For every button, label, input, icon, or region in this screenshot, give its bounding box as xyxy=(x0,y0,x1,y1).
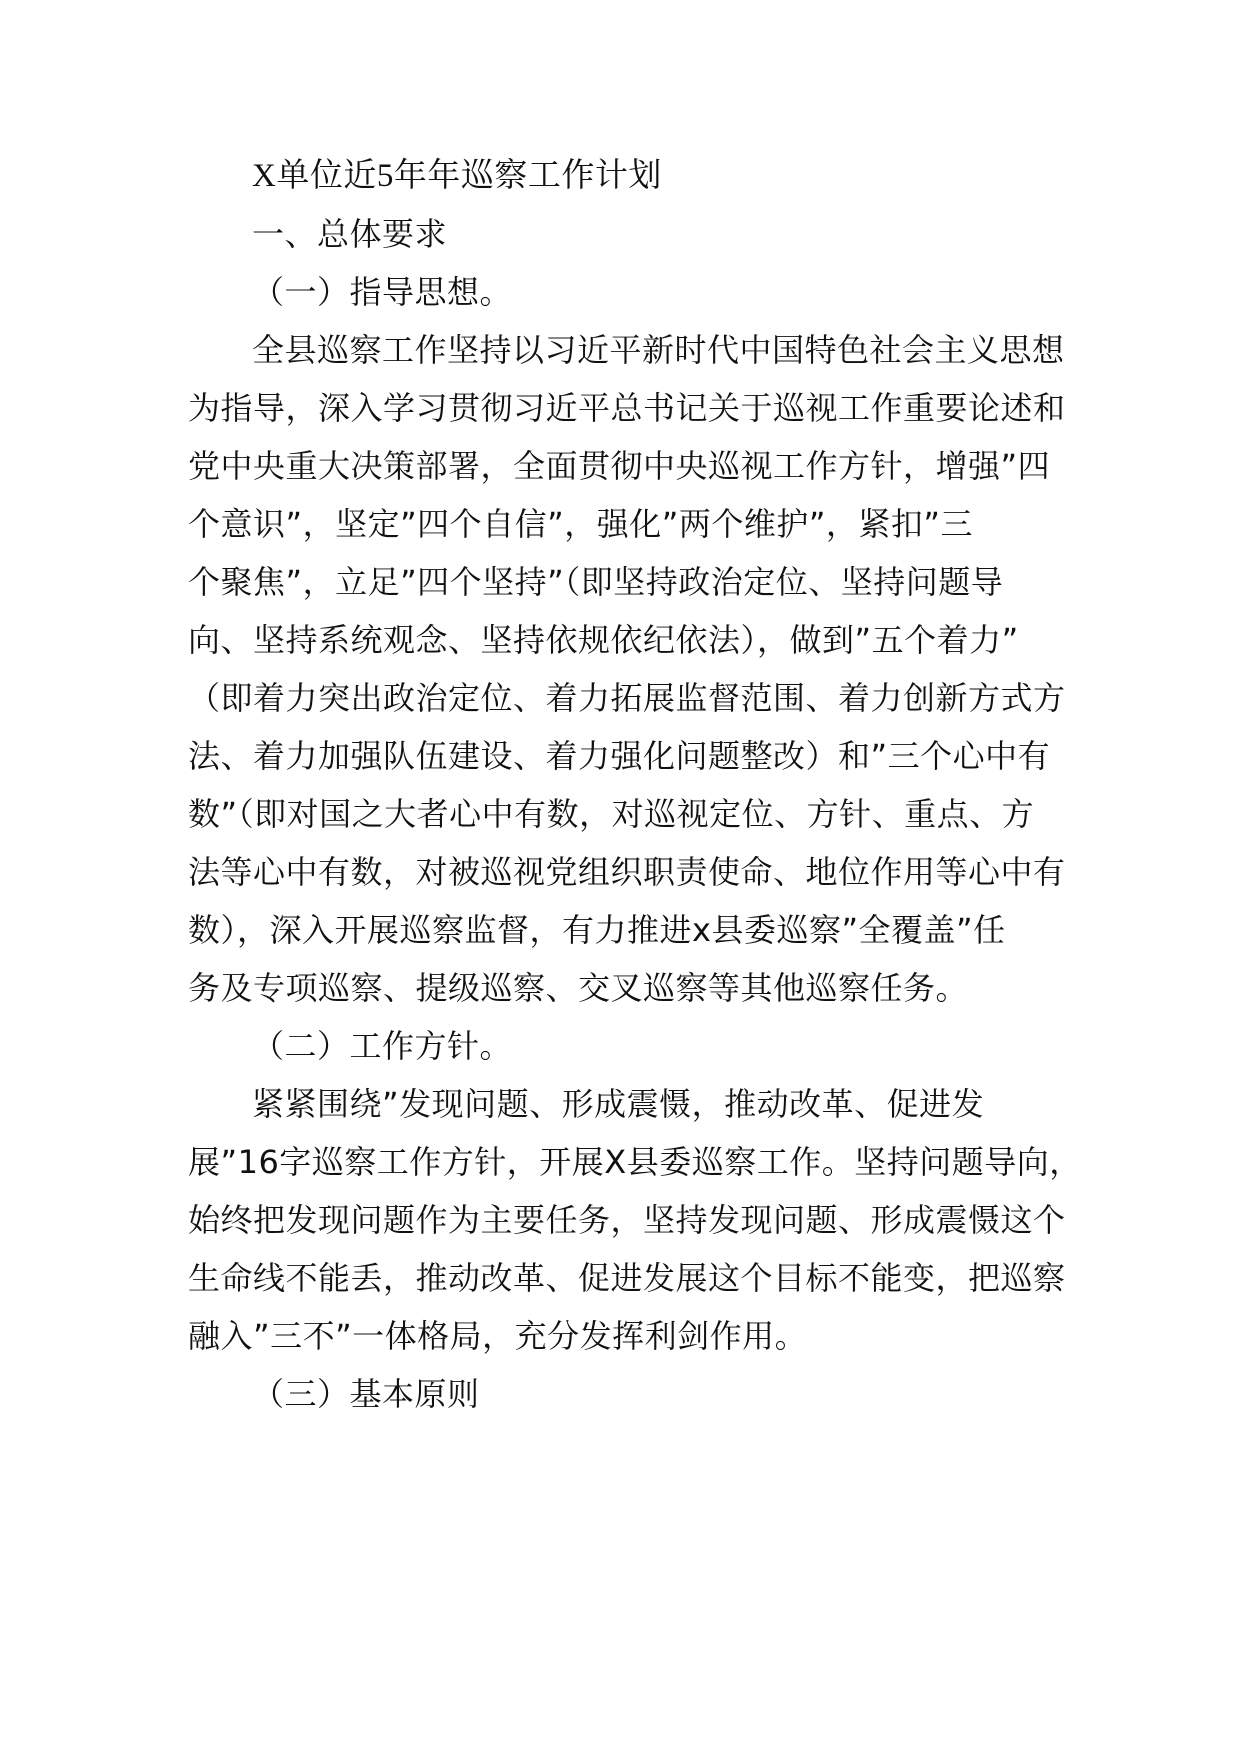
paragraph-line: 法、着力加强队伍建设、着力强化问题整改）和”三个心中有 xyxy=(188,737,1051,775)
paragraph-line: 始终把发现问题作为主要任务，坚持发现问题、形成震慑这个 xyxy=(188,1201,1066,1239)
paragraph-line: 向、坚持系统观念、坚持依规依纪依法），做到”五个着力” xyxy=(188,621,1019,659)
subsection-heading-2: （二）工作方针。 xyxy=(252,1027,513,1065)
section-heading-1: 一、总体要求 xyxy=(252,215,448,253)
document-title: X单位近5年年巡察工作计划 xyxy=(252,158,662,194)
paragraph-line: 数”（即对国之大者心中有数，对巡视定位、方针、重点、方 xyxy=(188,795,1035,833)
paragraph-line: 务及专项巡察、提级巡察、交叉巡察等其他巡察任务。 xyxy=(188,969,969,1007)
paragraph-line: 党中央重大决策部署，全面贯彻中央巡视工作方针，增强”四 xyxy=(188,447,1051,485)
paragraph-line: （即着力突出政治定位、着力拓展监督范围、着力创新方式方 xyxy=(188,679,1066,717)
paragraph-line: 数），深入开展巡察监督，有力推进x县委巡察”全覆盖”任 xyxy=(188,911,1006,949)
subsection-heading-3: （三）基本原则 xyxy=(252,1375,480,1413)
paragraph-line: 为指导，深入学习贯彻习近平总书记关于巡视工作重要论述和 xyxy=(188,389,1066,427)
paragraph-line: 紧紧围绕”发现问题、形成震慑，推动改革、促进发 xyxy=(252,1085,985,1123)
paragraph-line: 展”16字巡察工作方针，开展X县委巡察工作。坚持问题导向， xyxy=(188,1143,1082,1181)
paragraph-line: 生命线不能丢，推动改革、促进发展这个目标不能变，把巡察 xyxy=(188,1259,1066,1297)
paragraph-line: 全县巡察工作坚持以习近平新时代中国特色社会主义思想 xyxy=(252,331,1065,369)
paragraph-line: 个聚焦”，立足”四个坚持”（即坚持政治定位、坚持问题导 xyxy=(188,563,1004,601)
paragraph-line: 个意识”，坚定”四个自信”，强化”两个维护”，紧扣”三 xyxy=(188,505,973,543)
paragraph-line: 融入”三不”一体格局，充分发挥利剑作用。 xyxy=(188,1317,808,1355)
paragraph-line: 法等心中有数，对被巡视党组织职责使命、地位作用等心中有 xyxy=(188,853,1066,891)
subsection-heading-1: （一）指导思想。 xyxy=(252,273,513,311)
